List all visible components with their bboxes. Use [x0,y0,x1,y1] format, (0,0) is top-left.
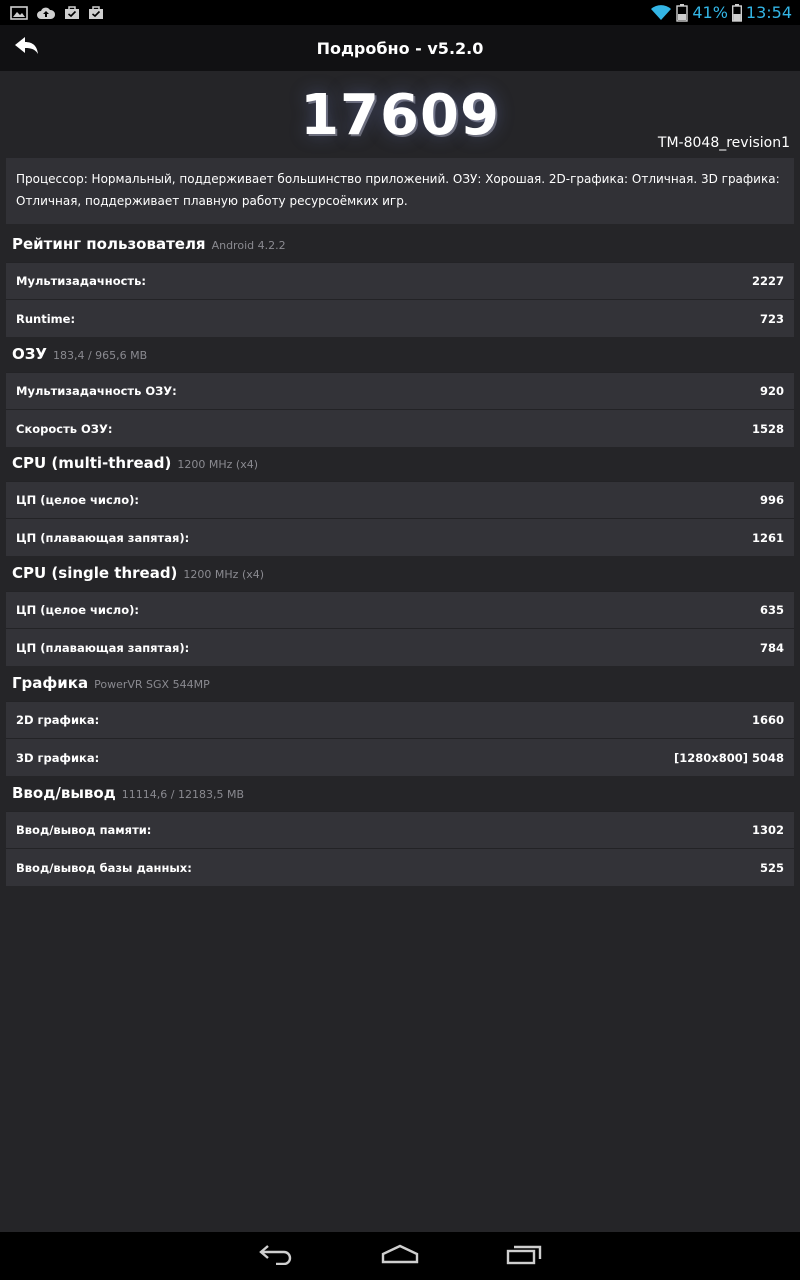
result-row [6,591,794,628]
image-icon [10,6,28,20]
row-label: Мультизадачность ОЗУ: [16,384,177,398]
section-title: ОЗУ [12,345,47,363]
row-value: 723 [759,311,784,326]
battery-percent: 41% [692,3,728,22]
section-title: Рейтинг пользователя [12,235,206,253]
section-subtitle: 1200 MHz (x4) [183,568,265,581]
result-row [6,701,794,738]
wifi-icon [650,5,672,21]
section-graphics [6,665,794,776]
section-header [6,226,794,262]
device-name: TM-8048_revision1 [657,135,790,151]
row-label: ЦП (плавающая запятая): [16,640,190,655]
row-label: Скорость ОЗУ: [16,421,113,436]
page-title: Подробно - v5.2.0 [316,38,484,58]
row-value: 784 [759,640,784,655]
nav-back-button[interactable] [253,1241,299,1271]
row-label: Runtime: [16,311,76,326]
result-row [6,628,794,666]
row-value: 1302 [751,823,784,837]
result-row [6,848,794,886]
result-row [6,811,794,848]
row-label: ЦП (целое число): [16,493,139,507]
nav-recents-button[interactable] [501,1241,547,1271]
section-header [6,445,794,481]
section-title: CPU (single thread) [12,564,178,582]
system-status [650,3,792,22]
store-bag-icon [88,5,104,20]
row-value: 635 [759,603,784,617]
back-icon [258,1243,294,1269]
home-icon [381,1244,419,1268]
row-value: [1280x800] 5048 [674,750,784,765]
section-header [6,336,794,372]
action-bar [0,25,800,71]
back-arrow-icon [14,36,40,60]
clock: 13:54 [745,3,792,22]
section-cpu-single [6,555,794,666]
section-title: Графика [12,674,89,692]
section-io [6,775,794,886]
section-subtitle: 1200 MHz (x4) [177,458,259,471]
row-value: 996 [759,493,784,507]
row-value: 920 [759,384,784,398]
score-panel [0,71,800,157]
total-score: 17609 [300,83,500,148]
battery-level-icon [732,4,742,22]
row-label: Ввод/вывод базы данных: [16,860,192,875]
summary-description: Процессор: Нормальный, поддерживает большинство приложений. ОЗУ: Хорошая. 2D-графика: Отличная. 3D графика: Отличная, поддерживает плавную работу ресурсоёмких игр. [6,158,794,224]
result-row [6,518,794,556]
battery-icon [676,4,688,22]
row-label: Мультизадачность: [16,274,146,288]
result-row [6,409,794,447]
recents-icon [506,1243,542,1269]
section-subtitle: PowerVR SGX 544MP [94,678,210,691]
status-bar [0,0,800,25]
section-header [6,665,794,701]
row-value: 1261 [751,530,784,545]
back-button[interactable] [12,34,42,62]
section-ram [6,336,794,447]
row-label: ЦП (плавающая запятая): [16,530,190,545]
result-row [6,262,794,299]
section-subtitle: 183,4 / 965,6 MB [52,349,148,362]
navigation-bar [0,1232,800,1280]
section-cpu-multi [6,445,794,556]
row-value: 525 [759,860,784,875]
row-label: 2D графика: [16,713,100,727]
section-title: CPU (multi-thread) [12,454,172,472]
row-label: 3D графика: [16,750,100,765]
section-subtitle: Android 4.2.2 [211,239,286,252]
result-row [6,481,794,518]
result-row [6,738,794,776]
store-bag-icon [64,5,80,20]
row-value: 2227 [751,274,784,288]
section-header [6,555,794,591]
row-value: 1528 [751,421,784,436]
row-value: 1660 [751,713,784,727]
row-label: Ввод/вывод памяти: [16,823,152,837]
section-header [6,775,794,811]
result-row [6,372,794,409]
nav-home-button[interactable] [377,1241,423,1271]
section-title: Ввод/вывод [12,784,116,802]
row-label: ЦП (целое число): [16,603,139,617]
notification-icons [10,5,104,20]
section-user-rating [6,226,794,337]
section-subtitle: 11114,6 / 12183,5 MB [121,788,245,801]
result-row [6,299,794,337]
cloud-upload-icon [36,6,56,20]
